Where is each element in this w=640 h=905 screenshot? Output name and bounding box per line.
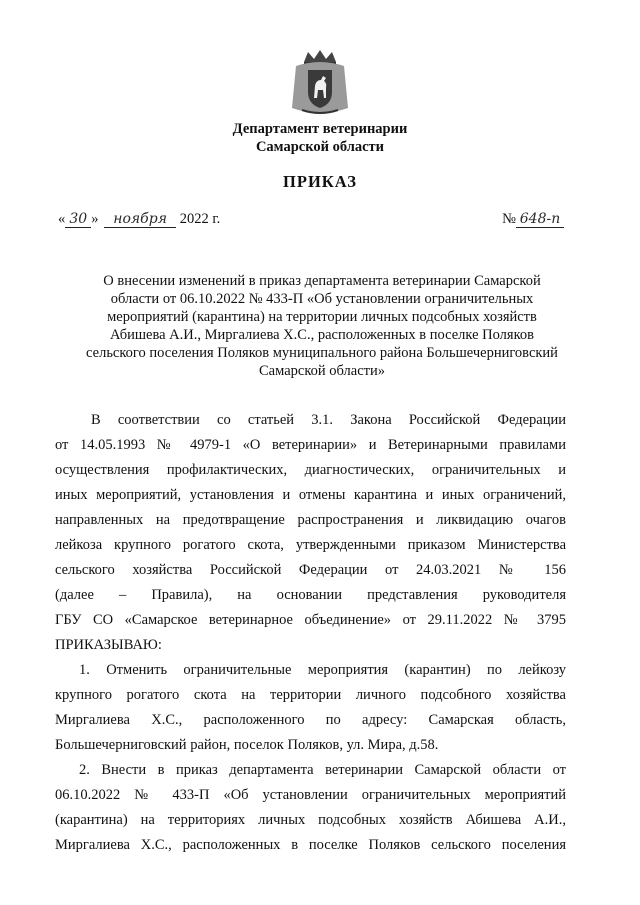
department-name (0, 120, 640, 156)
subject-line: Абишева А.И., Миргалиева Х.С., расположенных в поселке Поляков (109, 327, 534, 343)
body-line: В соответствии со статьей 3.1. Закона Российской Федерации (91, 412, 566, 428)
body-line: от 14.05.1993 № 4979-1 «О ветеринарии» и Ветеринарными правилами (55, 437, 566, 453)
document-type-title: ПРИКАЗ (283, 172, 357, 191)
subject-line: сельского поселения Поляков муниципального района Большечерниговский (86, 345, 558, 361)
subject-line: Самарской области» (259, 363, 385, 379)
subject-line: мероприятий (карантина) на территории личных подсобных хозяйств (107, 309, 537, 325)
clause-1-line: 1. Отменить ограничительные мероприятия (карантин) по лейкозу (79, 662, 566, 678)
body-line: ГБУ СО «Самарское ветеринарное объединение» от 29.11.2022 № 3795 (55, 612, 566, 628)
clause-2-line: 2. Внести в приказ департамента ветеринарии Самарской области от (79, 762, 566, 778)
order-subject (62, 272, 582, 380)
number-handwritten: 648-п (516, 211, 564, 228)
date-close-quote: » (91, 211, 99, 227)
clause-1-line: Большечерниговский район, поселок Поляков, ул. Мира, д.58. (55, 737, 439, 753)
order-date (58, 211, 220, 228)
clause-2-line: Миргалиева Х.С., расположенных в поселке Поляков сельского поселения (55, 837, 566, 853)
order-number (502, 211, 564, 228)
clause-2-line: (карантина) на территориях личных подсобных хозяйств Абишева А.И., (55, 812, 566, 828)
body-line: направленных на предотвращение распространения и ликвидацию очагов (55, 512, 566, 528)
clause-1-line: крупного рогатого скота на территории личного подсобного хозяйства (55, 687, 566, 703)
date-open-quote: « (58, 211, 66, 227)
order-directive: ПРИКАЗЫВАЮ: (55, 637, 162, 653)
date-day-handwritten: 30 (65, 211, 91, 228)
clause-2-line: 06.10.2022 № 433-П «Об установлении ограничительных мероприятий (55, 787, 566, 803)
order-body (55, 408, 566, 858)
subject-line: О внесении изменений в приказ департамента ветеринарии Самарской (103, 273, 541, 289)
body-line: (далее – Правила), на основании представления руководителя (55, 587, 566, 603)
date-year: 2022 г. (179, 211, 221, 227)
body-line: осуществления профилактических, диагностических, ограничительных и (55, 462, 566, 478)
department-line-1: Департамент ветеринарии (232, 121, 408, 137)
subject-line: области от 06.10.2022 № 433-П «Об установлении ограничительных (110, 291, 534, 307)
body-line: сельского хозяйства Российской Федерации от 24.03.2021 № 156 (55, 562, 566, 578)
number-prefix: № (502, 211, 516, 227)
body-line: иных мероприятий, установления и отмены карантина и иных ограничений, (55, 487, 566, 503)
department-line-2: Самарской области (255, 139, 385, 155)
body-line: лейкоза крупного рогатого скота, утвержденными приказом Министерства (55, 537, 566, 553)
samara-coat-of-arms-icon (290, 48, 350, 120)
date-month-handwritten: ноября (104, 211, 176, 228)
clause-1-line: Миргалиева Х.С., расположенного по адресу: Самарская область, (55, 712, 566, 728)
